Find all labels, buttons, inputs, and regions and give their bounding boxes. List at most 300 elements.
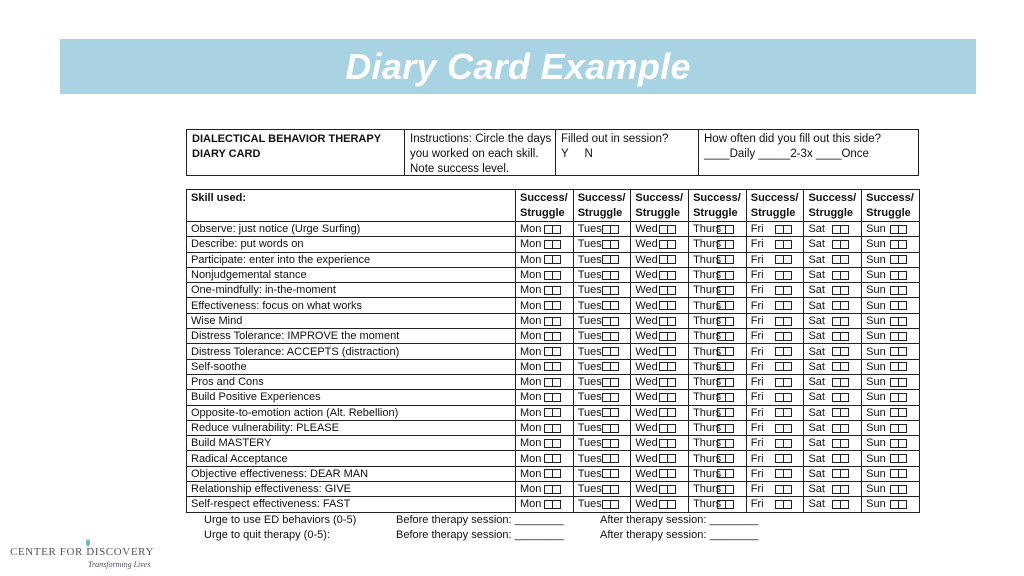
struggle-checkbox[interactable]	[841, 424, 849, 433]
success-checkbox[interactable]	[890, 347, 899, 356]
day-cell[interactable]	[631, 329, 689, 344]
success-checkbox[interactable]	[717, 240, 726, 249]
success-checkbox[interactable]	[717, 255, 726, 264]
struggle-checkbox[interactable]	[553, 347, 561, 356]
day-cell[interactable]	[516, 405, 574, 420]
day-label[interactable]: Sun	[866, 391, 886, 404]
day-label[interactable]: Fri	[750, 269, 764, 282]
success-checkbox[interactable]	[659, 439, 668, 448]
struggle-checkbox[interactable]	[611, 286, 619, 295]
struggle-checkbox[interactable]	[611, 424, 619, 433]
day-cell[interactable]	[573, 222, 631, 237]
day-label[interactable]: Wed	[635, 391, 658, 404]
day-label[interactable]: Sun	[866, 330, 886, 343]
struggle-checkbox[interactable]	[899, 347, 907, 356]
day-cell[interactable]	[862, 466, 920, 481]
struggle-checkbox[interactable]	[899, 255, 907, 264]
day-label[interactable]: Wed	[635, 360, 658, 373]
success-checkbox[interactable]	[832, 424, 841, 433]
day-label[interactable]: Mon	[520, 452, 542, 465]
struggle-checkbox[interactable]	[553, 286, 561, 295]
struggle-checkbox[interactable]	[784, 286, 792, 295]
success-checkbox[interactable]	[659, 500, 668, 509]
day-label[interactable]: Mon	[520, 483, 542, 496]
success-checkbox[interactable]	[775, 378, 784, 387]
day-label[interactable]: Sat	[808, 238, 825, 251]
day-label[interactable]: Fri	[750, 437, 764, 450]
struggle-checkbox[interactable]	[611, 240, 619, 249]
day-cell[interactable]	[862, 267, 920, 282]
success-checkbox[interactable]	[890, 240, 899, 249]
day-cell[interactable]	[746, 298, 804, 313]
day-cell[interactable]	[689, 420, 747, 435]
success-checkbox[interactable]	[717, 424, 726, 433]
success-checkbox[interactable]	[544, 255, 553, 264]
struggle-checkbox[interactable]	[726, 439, 734, 448]
day-label[interactable]: Sun	[866, 498, 886, 511]
success-checkbox[interactable]	[544, 408, 553, 417]
day-cell[interactable]	[689, 451, 747, 466]
day-label[interactable]: Tues	[577, 223, 602, 236]
success-checkbox[interactable]	[775, 362, 784, 371]
success-checkbox[interactable]	[832, 271, 841, 280]
success-checkbox[interactable]	[544, 393, 553, 402]
day-label[interactable]: Tues	[577, 345, 602, 358]
struggle-checkbox[interactable]	[611, 332, 619, 341]
day-label[interactable]: Wed	[635, 253, 658, 266]
success-checkbox[interactable]	[602, 255, 611, 264]
struggle-checkbox[interactable]	[611, 439, 619, 448]
struggle-checkbox[interactable]	[784, 424, 792, 433]
struggle-checkbox[interactable]	[899, 301, 907, 310]
struggle-checkbox[interactable]	[611, 255, 619, 264]
success-checkbox[interactable]	[775, 317, 784, 326]
struggle-checkbox[interactable]	[841, 347, 849, 356]
struggle-checkbox[interactable]	[784, 378, 792, 387]
success-checkbox[interactable]	[832, 408, 841, 417]
success-checkbox[interactable]	[717, 485, 726, 494]
struggle-checkbox[interactable]	[726, 362, 734, 371]
day-cell[interactable]	[804, 283, 862, 298]
struggle-checkbox[interactable]	[611, 301, 619, 310]
struggle-checkbox[interactable]	[611, 362, 619, 371]
day-label[interactable]: Thurs	[693, 422, 722, 434]
success-checkbox[interactable]	[659, 393, 668, 402]
day-cell[interactable]	[631, 222, 689, 237]
success-checkbox[interactable]	[659, 424, 668, 433]
day-label[interactable]: Thurs	[693, 437, 722, 450]
success-checkbox[interactable]	[775, 469, 784, 478]
day-cell[interactable]	[746, 497, 804, 512]
day-label[interactable]: Sun	[866, 253, 886, 266]
day-cell[interactable]	[746, 405, 804, 420]
success-checkbox[interactable]	[717, 378, 726, 387]
day-label[interactable]: Sun	[866, 360, 886, 373]
day-cell[interactable]	[746, 466, 804, 481]
day-cell[interactable]	[516, 497, 574, 512]
struggle-checkbox[interactable]	[611, 393, 619, 402]
success-checkbox[interactable]	[717, 393, 726, 402]
day-label[interactable]: Tues	[577, 406, 602, 419]
day-label[interactable]: Tues	[577, 284, 602, 297]
day-label[interactable]: Sun	[866, 406, 886, 419]
success-checkbox[interactable]	[717, 347, 726, 356]
struggle-checkbox[interactable]	[553, 408, 561, 417]
day-label[interactable]: Sun	[866, 376, 886, 389]
struggle-checkbox[interactable]	[784, 271, 792, 280]
day-cell[interactable]	[573, 405, 631, 420]
struggle-checkbox[interactable]	[726, 378, 734, 387]
struggle-checkbox[interactable]	[726, 424, 734, 433]
day-cell[interactable]	[804, 344, 862, 359]
struggle-checkbox[interactable]	[899, 393, 907, 402]
struggle-checkbox[interactable]	[899, 500, 907, 509]
day-cell[interactable]	[516, 252, 574, 267]
day-cell[interactable]	[631, 359, 689, 374]
struggle-checkbox[interactable]	[611, 271, 619, 280]
day-label[interactable]: Wed	[635, 284, 658, 297]
struggle-checkbox[interactable]	[668, 469, 676, 478]
success-checkbox[interactable]	[659, 240, 668, 249]
day-label[interactable]: Sat	[808, 345, 825, 358]
day-cell[interactable]	[689, 237, 747, 252]
day-label[interactable]: Fri	[750, 253, 764, 266]
success-checkbox[interactable]	[890, 286, 899, 295]
day-label[interactable]: Sun	[866, 314, 886, 327]
day-label[interactable]: Thurs	[693, 269, 722, 282]
struggle-checkbox[interactable]	[899, 332, 907, 341]
day-cell[interactable]	[573, 359, 631, 374]
struggle-checkbox[interactable]	[611, 347, 619, 356]
success-checkbox[interactable]	[832, 469, 841, 478]
day-label[interactable]: Sat	[808, 452, 825, 465]
day-cell[interactable]	[804, 374, 862, 389]
day-label[interactable]: Wed	[635, 437, 658, 450]
struggle-checkbox[interactable]	[553, 500, 561, 509]
day-label[interactable]: Tues	[577, 422, 602, 434]
day-label[interactable]: Wed	[635, 452, 658, 465]
day-cell[interactable]	[804, 497, 862, 512]
day-label[interactable]: Sat	[808, 467, 825, 480]
success-checkbox[interactable]	[775, 225, 784, 234]
struggle-checkbox[interactable]	[668, 317, 676, 326]
struggle-checkbox[interactable]	[726, 408, 734, 417]
success-checkbox[interactable]	[890, 378, 899, 387]
struggle-checkbox[interactable]	[841, 485, 849, 494]
struggle-checkbox[interactable]	[668, 347, 676, 356]
success-checkbox[interactable]	[544, 332, 553, 341]
day-label[interactable]: Wed	[635, 345, 658, 358]
success-checkbox[interactable]	[775, 408, 784, 417]
struggle-checkbox[interactable]	[899, 378, 907, 387]
success-checkbox[interactable]	[544, 485, 553, 494]
success-checkbox[interactable]	[659, 301, 668, 310]
success-checkbox[interactable]	[602, 454, 611, 463]
day-label[interactable]: Thurs	[693, 314, 722, 327]
success-checkbox[interactable]	[544, 469, 553, 478]
success-checkbox[interactable]	[659, 408, 668, 417]
struggle-checkbox[interactable]	[553, 255, 561, 264]
day-label[interactable]: Sat	[808, 330, 825, 343]
day-cell[interactable]	[689, 222, 747, 237]
day-cell[interactable]	[746, 420, 804, 435]
success-checkbox[interactable]	[602, 439, 611, 448]
day-cell[interactable]	[746, 329, 804, 344]
success-checkbox[interactable]	[544, 317, 553, 326]
day-label[interactable]: Sat	[808, 223, 825, 236]
day-cell[interactable]	[573, 252, 631, 267]
success-checkbox[interactable]	[659, 454, 668, 463]
success-checkbox[interactable]	[659, 225, 668, 234]
success-checkbox[interactable]	[659, 362, 668, 371]
struggle-checkbox[interactable]	[726, 255, 734, 264]
struggle-checkbox[interactable]	[899, 362, 907, 371]
struggle-checkbox[interactable]	[553, 454, 561, 463]
day-cell[interactable]	[516, 313, 574, 328]
success-checkbox[interactable]	[890, 424, 899, 433]
day-label[interactable]: Wed	[635, 314, 658, 327]
success-checkbox[interactable]	[890, 439, 899, 448]
day-label[interactable]: Fri	[750, 223, 764, 236]
struggle-checkbox[interactable]	[668, 439, 676, 448]
struggle-checkbox[interactable]	[553, 271, 561, 280]
day-cell[interactable]	[516, 222, 574, 237]
struggle-checkbox[interactable]	[726, 469, 734, 478]
day-label[interactable]: Fri	[750, 406, 764, 419]
day-cell[interactable]	[631, 374, 689, 389]
struggle-checkbox[interactable]	[668, 485, 676, 494]
success-checkbox[interactable]	[890, 500, 899, 509]
day-cell[interactable]	[631, 344, 689, 359]
day-label[interactable]: Tues	[577, 467, 602, 480]
success-checkbox[interactable]	[717, 286, 726, 295]
day-label[interactable]: Sun	[866, 299, 886, 312]
day-label[interactable]: Mon	[520, 299, 542, 312]
struggle-checkbox[interactable]	[726, 271, 734, 280]
day-cell[interactable]	[804, 329, 862, 344]
day-label[interactable]: Fri	[750, 483, 764, 496]
success-checkbox[interactable]	[717, 454, 726, 463]
day-label[interactable]: Tues	[577, 330, 602, 343]
struggle-checkbox[interactable]	[726, 454, 734, 463]
success-checkbox[interactable]	[602, 317, 611, 326]
day-cell[interactable]	[573, 283, 631, 298]
day-cell[interactable]	[516, 359, 574, 374]
day-cell[interactable]	[746, 237, 804, 252]
success-checkbox[interactable]	[832, 439, 841, 448]
day-label[interactable]: Sun	[866, 483, 886, 496]
success-checkbox[interactable]	[775, 271, 784, 280]
success-checkbox[interactable]	[659, 469, 668, 478]
day-cell[interactable]	[689, 497, 747, 512]
day-label[interactable]: Thurs	[693, 345, 722, 358]
day-label[interactable]: Thurs	[693, 253, 722, 266]
day-cell[interactable]	[689, 482, 747, 497]
urge-quit-before[interactable]: Before therapy session: ________	[396, 529, 564, 541]
struggle-checkbox[interactable]	[899, 424, 907, 433]
day-label[interactable]: Wed	[635, 223, 658, 236]
success-checkbox[interactable]	[832, 301, 841, 310]
struggle-checkbox[interactable]	[611, 454, 619, 463]
success-checkbox[interactable]	[659, 332, 668, 341]
struggle-checkbox[interactable]	[668, 393, 676, 402]
struggle-checkbox[interactable]	[668, 271, 676, 280]
day-cell[interactable]	[746, 267, 804, 282]
day-label[interactable]: Wed	[635, 498, 658, 511]
day-cell[interactable]	[689, 390, 747, 405]
day-label[interactable]: Thurs	[693, 391, 722, 404]
success-checkbox[interactable]	[659, 347, 668, 356]
struggle-checkbox[interactable]	[726, 500, 734, 509]
day-cell[interactable]	[804, 405, 862, 420]
struggle-checkbox[interactable]	[841, 408, 849, 417]
struggle-checkbox[interactable]	[553, 378, 561, 387]
success-checkbox[interactable]	[890, 332, 899, 341]
success-checkbox[interactable]	[775, 500, 784, 509]
success-checkbox[interactable]	[544, 424, 553, 433]
struggle-checkbox[interactable]	[784, 240, 792, 249]
day-label[interactable]: Mon	[520, 406, 542, 419]
day-label[interactable]: Sun	[866, 269, 886, 282]
struggle-checkbox[interactable]	[553, 240, 561, 249]
success-checkbox[interactable]	[890, 301, 899, 310]
urge-ed-after[interactable]: After therapy session: ________	[600, 514, 759, 526]
struggle-checkbox[interactable]	[611, 225, 619, 234]
day-cell[interactable]	[631, 237, 689, 252]
day-cell[interactable]	[804, 359, 862, 374]
day-cell[interactable]	[631, 313, 689, 328]
success-checkbox[interactable]	[659, 378, 668, 387]
day-cell[interactable]	[573, 497, 631, 512]
struggle-checkbox[interactable]	[784, 469, 792, 478]
struggle-checkbox[interactable]	[726, 393, 734, 402]
struggle-checkbox[interactable]	[899, 225, 907, 234]
day-cell[interactable]	[573, 390, 631, 405]
day-cell[interactable]	[804, 313, 862, 328]
success-checkbox[interactable]	[717, 317, 726, 326]
success-checkbox[interactable]	[602, 378, 611, 387]
struggle-checkbox[interactable]	[668, 454, 676, 463]
day-cell[interactable]	[804, 237, 862, 252]
success-checkbox[interactable]	[717, 225, 726, 234]
struggle-checkbox[interactable]	[668, 301, 676, 310]
day-label[interactable]: Tues	[577, 452, 602, 465]
day-cell[interactable]	[862, 405, 920, 420]
day-label[interactable]: Wed	[635, 406, 658, 419]
day-cell[interactable]	[631, 451, 689, 466]
day-cell[interactable]	[689, 298, 747, 313]
struggle-checkbox[interactable]	[611, 378, 619, 387]
day-cell[interactable]	[862, 436, 920, 451]
day-cell[interactable]	[573, 298, 631, 313]
day-label[interactable]: Thurs	[693, 223, 722, 236]
struggle-checkbox[interactable]	[841, 286, 849, 295]
day-cell[interactable]	[631, 466, 689, 481]
day-label[interactable]: Tues	[577, 253, 602, 266]
day-cell[interactable]	[862, 252, 920, 267]
struggle-checkbox[interactable]	[668, 424, 676, 433]
day-cell[interactable]	[516, 436, 574, 451]
day-label[interactable]: Mon	[520, 284, 542, 297]
struggle-checkbox[interactable]	[784, 255, 792, 264]
success-checkbox[interactable]	[717, 301, 726, 310]
day-label[interactable]: Fri	[750, 391, 764, 404]
day-cell[interactable]	[862, 313, 920, 328]
day-cell[interactable]	[804, 298, 862, 313]
day-cell[interactable]	[862, 482, 920, 497]
day-cell[interactable]	[516, 267, 574, 282]
day-label[interactable]: Wed	[635, 238, 658, 251]
day-cell[interactable]	[862, 420, 920, 435]
struggle-checkbox[interactable]	[841, 454, 849, 463]
success-checkbox[interactable]	[544, 500, 553, 509]
day-label[interactable]: Tues	[577, 238, 602, 251]
day-label[interactable]: Tues	[577, 360, 602, 373]
day-label[interactable]: Fri	[750, 314, 764, 327]
day-label[interactable]: Thurs	[693, 483, 722, 496]
day-cell[interactable]	[862, 359, 920, 374]
day-cell[interactable]	[573, 466, 631, 481]
struggle-checkbox[interactable]	[668, 240, 676, 249]
day-cell[interactable]	[631, 405, 689, 420]
day-cell[interactable]	[746, 283, 804, 298]
success-checkbox[interactable]	[775, 393, 784, 402]
success-checkbox[interactable]	[890, 469, 899, 478]
day-label[interactable]: Mon	[520, 376, 542, 389]
success-checkbox[interactable]	[890, 393, 899, 402]
day-cell[interactable]	[516, 420, 574, 435]
day-label[interactable]: Tues	[577, 376, 602, 389]
day-label[interactable]: Tues	[577, 269, 602, 282]
success-checkbox[interactable]	[602, 500, 611, 509]
struggle-checkbox[interactable]	[784, 317, 792, 326]
struggle-checkbox[interactable]	[841, 469, 849, 478]
day-label[interactable]: Sat	[808, 360, 825, 373]
struggle-checkbox[interactable]	[899, 485, 907, 494]
success-checkbox[interactable]	[602, 301, 611, 310]
struggle-checkbox[interactable]	[611, 500, 619, 509]
success-checkbox[interactable]	[717, 271, 726, 280]
day-label[interactable]: Tues	[577, 391, 602, 404]
day-label[interactable]: Sun	[866, 238, 886, 251]
day-label[interactable]: Mon	[520, 391, 542, 404]
day-cell[interactable]	[631, 420, 689, 435]
day-cell[interactable]	[804, 252, 862, 267]
success-checkbox[interactable]	[544, 286, 553, 295]
struggle-checkbox[interactable]	[553, 332, 561, 341]
success-checkbox[interactable]	[659, 255, 668, 264]
success-checkbox[interactable]	[832, 454, 841, 463]
success-checkbox[interactable]	[717, 469, 726, 478]
struggle-checkbox[interactable]	[553, 393, 561, 402]
struggle-checkbox[interactable]	[784, 225, 792, 234]
success-checkbox[interactable]	[602, 332, 611, 341]
success-checkbox[interactable]	[890, 317, 899, 326]
day-cell[interactable]	[804, 451, 862, 466]
struggle-checkbox[interactable]	[553, 469, 561, 478]
struggle-checkbox[interactable]	[553, 317, 561, 326]
day-label[interactable]: Thurs	[693, 360, 722, 373]
day-cell[interactable]	[746, 344, 804, 359]
day-cell[interactable]	[689, 313, 747, 328]
success-checkbox[interactable]	[775, 347, 784, 356]
day-cell[interactable]	[689, 283, 747, 298]
day-label[interactable]: Sun	[866, 422, 886, 434]
day-cell[interactable]	[689, 405, 747, 420]
success-checkbox[interactable]	[832, 255, 841, 264]
day-label[interactable]: Fri	[750, 422, 764, 434]
struggle-checkbox[interactable]	[784, 454, 792, 463]
